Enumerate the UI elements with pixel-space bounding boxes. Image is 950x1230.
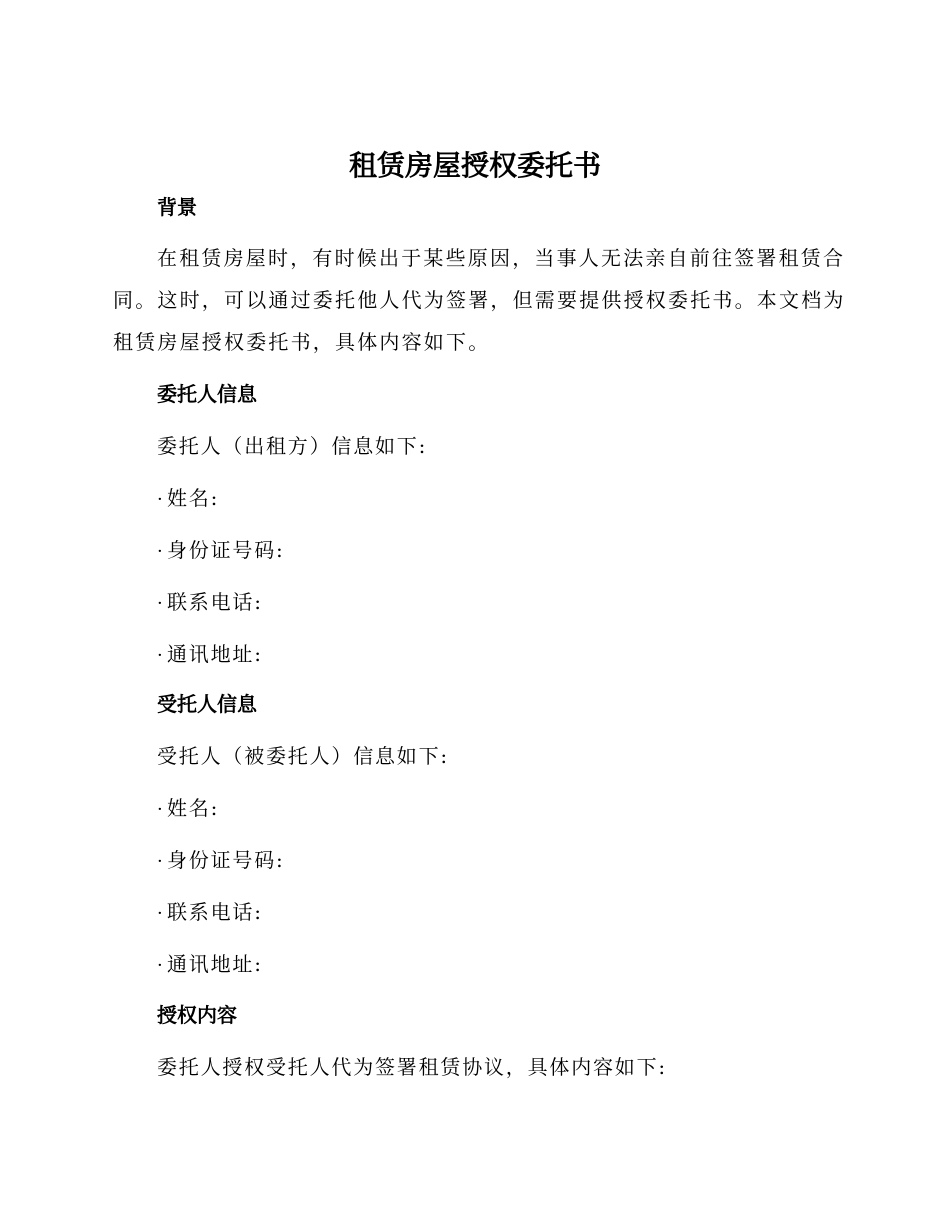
principal-intro: 委托人（出租方）信息如下:: [157, 434, 428, 458]
field-label: 姓名:: [167, 486, 220, 510]
agent-field-address: [157, 950, 263, 980]
section-heading-principal: 委托人信息: [157, 382, 257, 406]
principal-field-id-number: [157, 536, 285, 566]
section-heading-authorization: 授权内容: [157, 1003, 237, 1027]
bullet-icon: ·: [157, 851, 165, 872]
document-title: 租赁房屋授权委托书: [348, 149, 601, 182]
field-label: 联系电话:: [167, 590, 263, 614]
paragraph-line: 租赁房屋授权委托书，具体内容如下。: [113, 330, 491, 354]
field-label: 身份证号码:: [167, 538, 285, 562]
field-label: 姓名:: [167, 796, 220, 820]
paragraph-line: 在租赁房屋时，有时候出于某些原因，当事人无法亲自前往签署租赁合: [157, 246, 846, 270]
authorization-intro: 委托人授权受托人代为签署租赁协议，具体内容如下:: [157, 1055, 667, 1079]
field-label: 通讯地址:: [167, 952, 263, 976]
principal-field-address: [157, 640, 263, 670]
section-heading-agent: 受托人信息: [157, 692, 257, 716]
principal-field-name: [157, 484, 219, 514]
bullet-icon: ·: [157, 489, 165, 510]
bullet-icon: ·: [157, 593, 165, 614]
bullet-icon: ·: [157, 645, 165, 666]
bullet-icon: ·: [157, 799, 165, 820]
field-label: 通讯地址:: [167, 642, 263, 666]
section-heading-background: 背景: [157, 195, 197, 219]
background-paragraph: [113, 237, 846, 363]
bullet-icon: ·: [157, 903, 165, 924]
paragraph-line: 同。这时，可以通过委托他人代为签署，但需要提供授权委托书。本文档为: [113, 288, 846, 312]
agent-field-phone: [157, 898, 263, 928]
agent-intro: 受托人（被委托人）信息如下:: [157, 744, 449, 768]
principal-field-phone: [157, 588, 263, 618]
agent-field-id-number: [157, 846, 285, 876]
bullet-icon: ·: [157, 955, 165, 976]
field-label: 联系电话:: [167, 900, 263, 924]
agent-field-name: [157, 794, 219, 824]
bullet-icon: ·: [157, 541, 165, 562]
field-label: 身份证号码:: [167, 848, 285, 872]
